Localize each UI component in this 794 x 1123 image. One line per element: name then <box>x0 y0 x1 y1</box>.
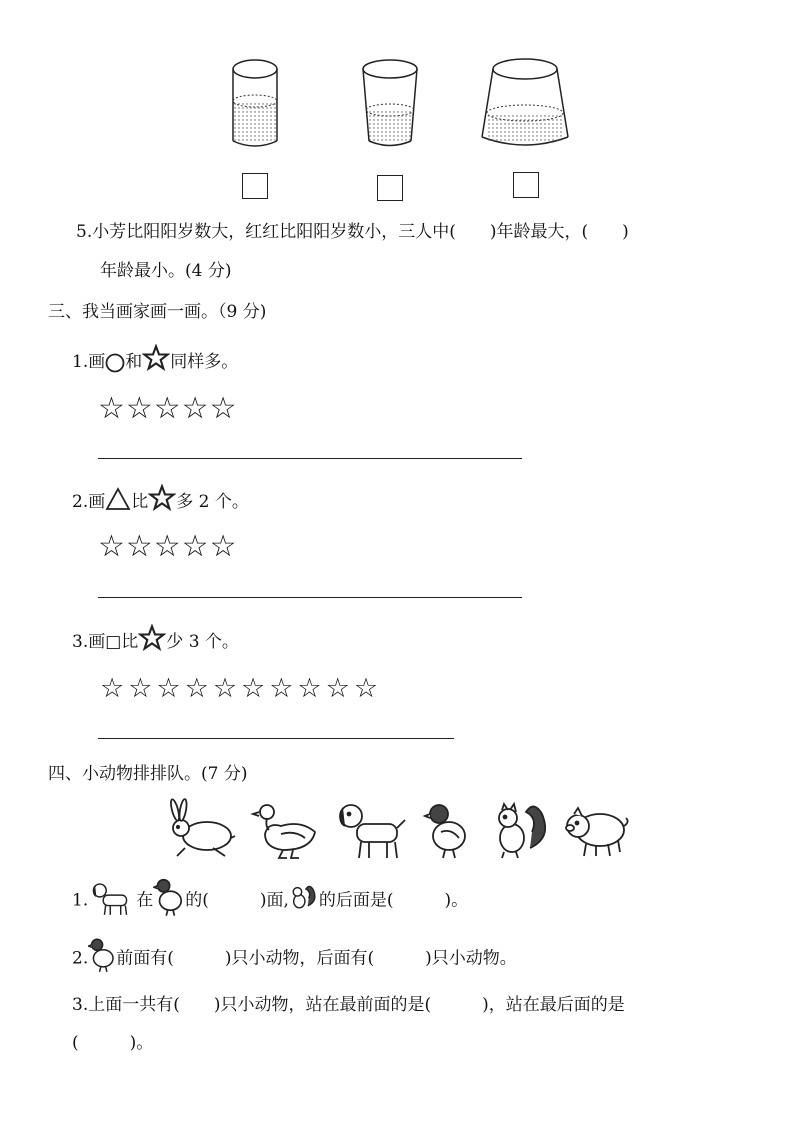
section3-title: 三、我当画家画一画。（9 分) <box>48 302 267 322</box>
rabbit-icon <box>169 799 235 856</box>
s3-q1-stars: ☆☆☆☆☆ <box>98 391 238 426</box>
s3-q2-mid: 比 <box>131 492 149 512</box>
s4-q1-num: 1. <box>72 890 89 911</box>
q5-line1: 5.小芳比阳阳岁数大，红红比阳阳岁数小，三人中( )年龄最大，( ) <box>76 222 629 242</box>
chick-icon <box>88 935 116 973</box>
chick-icon <box>153 875 185 917</box>
s3-q3-post: 少 3 个。 <box>166 632 239 652</box>
s3-q1-pre: 画 <box>88 352 106 372</box>
s4-q3-line2: ( )。 <box>72 1033 154 1053</box>
triangle-icon <box>105 487 131 511</box>
s3-q3-stars: ☆☆☆☆☆☆☆☆☆☆ <box>100 673 383 704</box>
star-icon <box>138 624 166 652</box>
circle-icon <box>105 353 125 373</box>
s4-q1-b: 的( )面, <box>185 890 289 911</box>
s3-q2-stars: ☆☆☆☆☆ <box>98 529 238 564</box>
section4-title: 四、小动物排排队。(7 分) <box>48 764 248 784</box>
chick-icon <box>425 805 465 858</box>
s3-q1 <box>72 350 238 374</box>
s3-q3-pre: 画□比 <box>88 632 139 652</box>
duck-icon <box>253 805 315 858</box>
answer-box-3[interactable] <box>513 172 539 198</box>
q5-line2: 年龄最小。(4 分) <box>100 261 232 281</box>
cup-2-icon <box>363 60 417 146</box>
s3-q2-answer-line[interactable] <box>98 597 522 598</box>
cup-3-icon <box>482 59 568 145</box>
cups-figure <box>210 55 590 155</box>
cup-1-icon <box>233 60 277 146</box>
animal-lineup <box>165 798 635 863</box>
s3-q3 <box>72 630 239 654</box>
s3-q2 <box>72 490 249 514</box>
s4-q1 <box>72 885 468 917</box>
star-icon <box>142 344 170 372</box>
star-icon <box>148 484 176 512</box>
s3-q1-post: 同样多。 <box>170 352 239 372</box>
s3-q2-pre: 画 <box>88 492 106 512</box>
s4-q2-num: 2. <box>72 948 89 969</box>
answer-box-1[interactable] <box>242 173 268 199</box>
answer-box-2[interactable] <box>377 175 403 201</box>
squirrel-icon <box>289 879 319 915</box>
s3-q1-answer-line[interactable] <box>98 458 522 459</box>
s4-q1-a: 在 <box>136 890 154 911</box>
pig-icon <box>566 808 628 856</box>
dog-icon <box>88 880 136 916</box>
squirrel-icon <box>499 804 545 858</box>
s4-q2-a: 前面有( )只小动物，后面有( )只小动物。 <box>116 948 517 969</box>
s3-q3-answer-line[interactable] <box>98 738 454 739</box>
dog-icon <box>340 805 405 858</box>
s3-q2-num: 2. <box>72 492 89 512</box>
s3-q3-num: 3. <box>72 632 89 652</box>
s3-q2-post: 多 2 个。 <box>176 492 249 512</box>
s4-q2 <box>72 945 517 973</box>
s3-q1-mid: 和 <box>125 352 143 372</box>
s4-q1-c: 的后面是( )。 <box>318 890 469 911</box>
s3-q1-num: 1. <box>72 352 89 372</box>
s4-q3-line1: 3.上面一共有( )只小动物，站在最前面的是( )，站在最后面的是 <box>72 995 625 1015</box>
